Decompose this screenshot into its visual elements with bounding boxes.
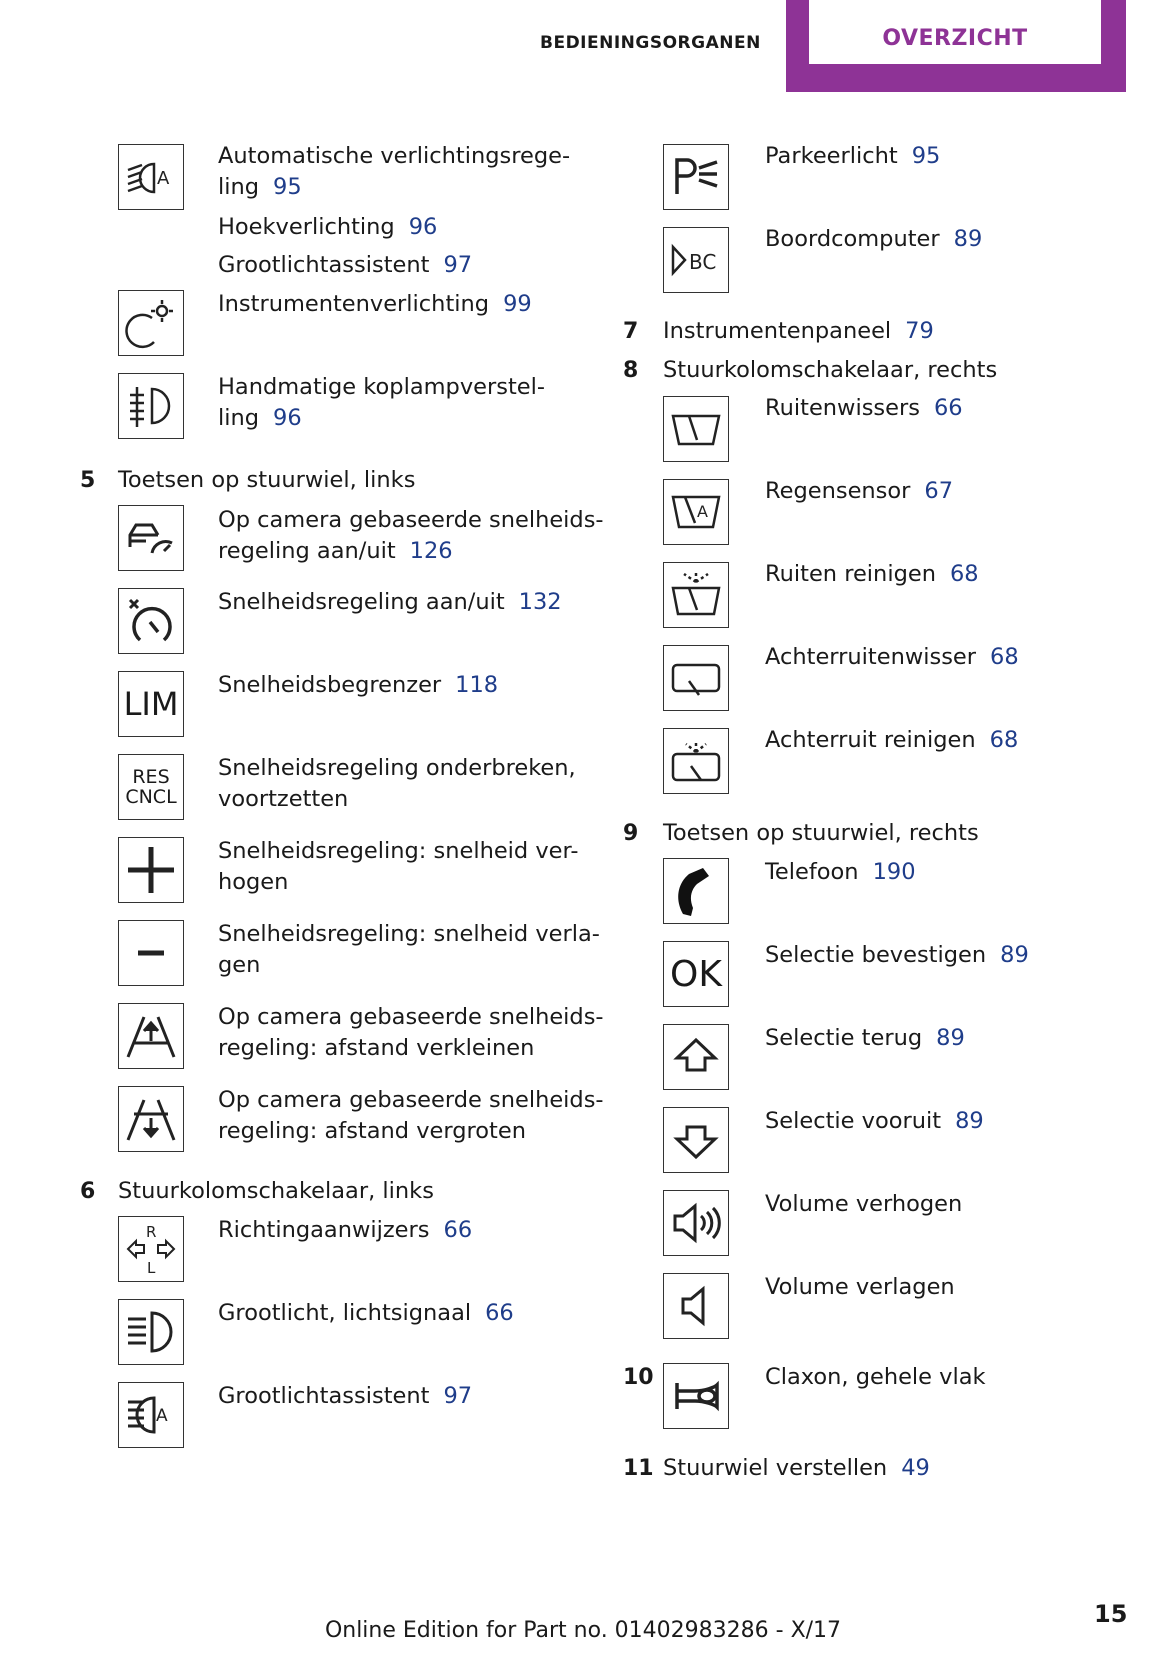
high-beam-icon <box>118 1299 184 1365</box>
minus-icon <box>118 920 184 986</box>
item-highbeam-assist: Grootlichtassistent 97 <box>218 252 473 278</box>
rain-sensor-icon <box>663 479 729 545</box>
item-speed-down: Snelheidsregeling: snelheid verla- gen <box>218 921 600 978</box>
item-volume-up: Volume verhogen <box>765 1191 963 1217</box>
cruise-onoff-icon <box>118 588 184 654</box>
item-instrument-light: Instrumentenverlichting 99 <box>218 291 532 317</box>
item-volume-down: Volume verlagen <box>765 1274 955 1300</box>
svg-text:A: A <box>697 502 708 521</box>
footer-edition: Online Edition for Part no. 01402983286 - X/17 <box>324 1618 842 1643</box>
distance-decrease-icon <box>118 1003 184 1069</box>
item-auto-light: Automatische verlichtingsrege- ling 95 <box>218 143 571 200</box>
item-rear-washer: Achterruit reinigen 68 <box>765 727 1019 753</box>
item-limiter: Snelheidsbegrenzer 118 <box>218 672 499 698</box>
rear-wiper-icon <box>663 645 729 711</box>
item-camera-cruise: Op camera gebaseerde snelheids- regeling aan/uit 126 <box>218 507 604 564</box>
item-washer: Ruiten reinigen 68 <box>765 561 979 587</box>
res-cncl-icon: RES CNCL <box>118 754 184 820</box>
item-cruise-onoff: Snelheidsregeling aan/uit 132 <box>218 589 562 615</box>
parking-light-icon <box>663 144 729 210</box>
section-7-title: Instrumentenpaneel 79 <box>663 318 934 344</box>
svg-text:R: R <box>146 1223 157 1241</box>
item-phone: Telefoon 190 <box>765 859 916 885</box>
arrow-down-icon <box>663 1107 729 1173</box>
section-6-title: Stuurkolomschakelaar, links <box>118 1178 434 1204</box>
item-high-beam: Grootlicht, lichtsignaal 66 <box>218 1300 514 1326</box>
item-distance-increase: Op camera gebaseerde snelheids- regeling: afstand vergroten <box>218 1087 604 1144</box>
plus-icon <box>118 837 184 903</box>
section-9-title: Toetsen op stuurwiel, rechts <box>663 820 979 846</box>
section-label: BEDIENINGSORGANEN <box>540 33 761 53</box>
item-turn-signal: Richtingaanwijzers 66 <box>218 1217 473 1243</box>
item-board-computer: Boordcomputer 89 <box>765 226 983 252</box>
rear-washer-icon <box>663 728 729 794</box>
turn-signal-icon <box>118 1216 184 1282</box>
arrow-up-icon <box>663 1024 729 1090</box>
item-parking-light: Parkeerlicht 95 <box>765 143 941 169</box>
volume-down-icon <box>663 1273 729 1339</box>
item-headlight-range: Handmatige koplampverstel- ling 96 <box>218 374 545 431</box>
item-rear-wiper: Achterruitenwisser 68 <box>765 644 1019 670</box>
instrument-light-icon <box>118 290 184 356</box>
item-forward: Selectie vooruit 89 <box>765 1108 984 1134</box>
section-10-title: Claxon, gehele vlak <box>765 1364 986 1390</box>
item-distance-decrease: Op camera gebaseerde snelheids- regeling: afstand verkleinen <box>218 1004 604 1061</box>
bc-icon <box>663 227 729 293</box>
item-speed-up: Snelheidsregeling: snelheid ver- hogen <box>218 838 579 895</box>
page-number: 15 <box>1094 1600 1128 1628</box>
lim-icon: LIM <box>118 671 184 737</box>
ok-icon: OK <box>663 941 729 1007</box>
item-high-beam-assist: Grootlichtassistent 97 <box>218 1383 473 1409</box>
washer-icon <box>663 562 729 628</box>
distance-increase-icon <box>118 1086 184 1152</box>
horn-icon <box>663 1363 729 1429</box>
item-wipers: Ruitenwissers 66 <box>765 395 963 421</box>
svg-text:BC: BC <box>689 250 717 274</box>
item-confirm: Selectie bevestigen 89 <box>765 942 1029 968</box>
svg-text:L: L <box>147 1259 156 1276</box>
chapter-tab-label: OVERZICHT <box>882 26 1028 51</box>
wiper-icon <box>663 396 729 462</box>
item-back: Selectie terug 89 <box>765 1025 965 1051</box>
headlight-range-icon <box>118 373 184 439</box>
volume-up-icon <box>663 1190 729 1256</box>
phone-icon <box>663 858 729 924</box>
item-res-cncl: Snelheidsregeling onderbreken, voortzetten <box>218 755 576 812</box>
svg-text:A: A <box>156 1406 168 1426</box>
high-beam-assist-icon <box>118 1382 184 1448</box>
section-11-title: Stuurwiel verstellen 49 <box>663 1455 930 1481</box>
section-5-title: Toetsen op stuurwiel, links <box>118 467 416 493</box>
svg-text:A: A <box>157 168 170 189</box>
item-cornering: Hoekverlichting 96 <box>218 214 438 240</box>
section-8-title: Stuurkolomschakelaar, rechts <box>663 357 998 383</box>
auto-light-icon <box>118 144 184 210</box>
camera-cruise-icon <box>118 505 184 571</box>
item-rain-sensor: Regensensor 67 <box>765 478 954 504</box>
